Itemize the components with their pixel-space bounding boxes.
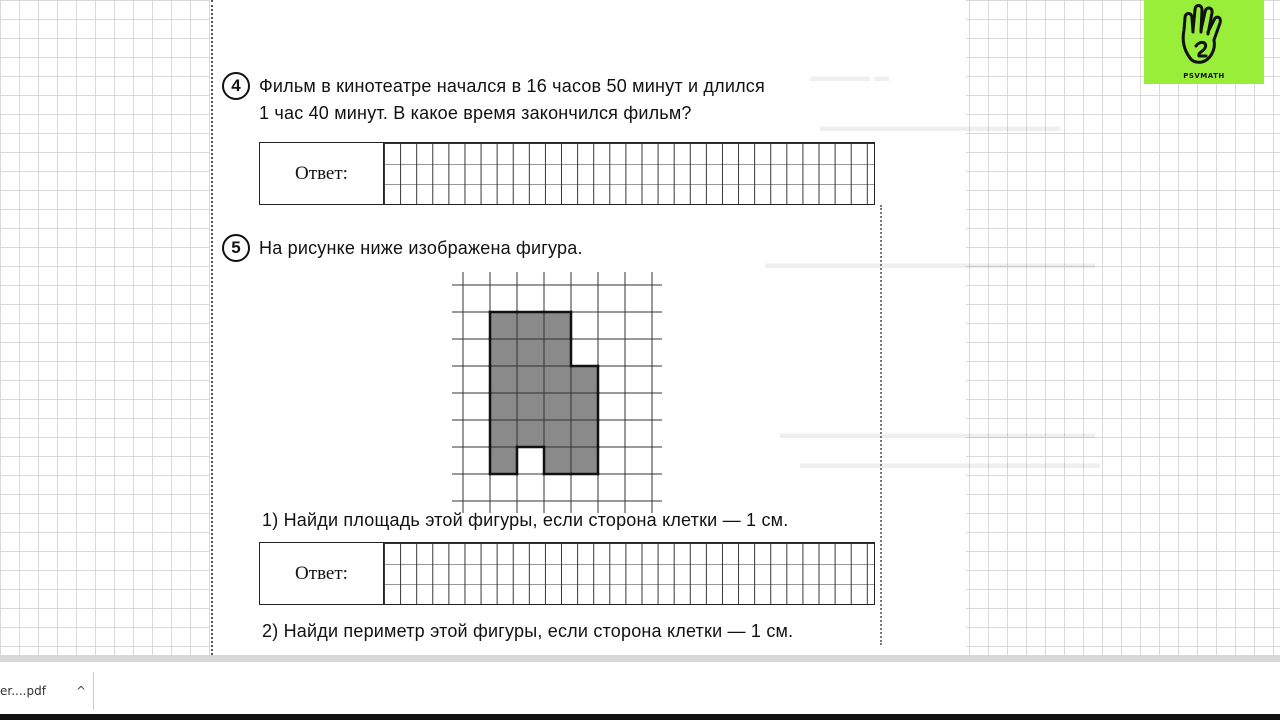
figure-shaded-cell — [490, 366, 517, 393]
task5-question1: 1) Найди площадь этой фигуры, если сторона клетки — 1 см. — [262, 510, 789, 530]
figure-shaded-cell — [544, 339, 571, 366]
figure-shaded-cell — [517, 420, 544, 447]
logo-text: PSVMATH — [1183, 72, 1225, 80]
figure-shaded-cell — [517, 393, 544, 420]
figure-shaded-cell — [571, 393, 598, 420]
left-dotted-margin — [211, 0, 213, 655]
figure-shaded-cell — [571, 447, 598, 474]
figure-shaded-cell — [517, 312, 544, 339]
figure-shaded-cell — [517, 339, 544, 366]
figure-shaded-cell — [571, 420, 598, 447]
right-dotted-margin — [880, 205, 882, 645]
bleed-through-text: ▬▬▬▬▬▬▬▬▬▬▬▬▬▬▬▬▬▬▬▬ — [800, 455, 1100, 472]
task4-text-line1: Фильм в кинотеатре начался в 16 часов 50 минут и длился — [259, 76, 765, 96]
bottom-black-strip — [0, 714, 1280, 720]
download-item[interactable] — [0, 676, 86, 706]
task4-answer-cells[interactable] — [384, 143, 874, 204]
psvmath-logo — [1144, 0, 1264, 84]
figure-shaded-cell — [544, 447, 571, 474]
figure-shaded-cell — [490, 339, 517, 366]
figure-shaded-cell — [544, 366, 571, 393]
viewer-bottom-edge — [0, 655, 1280, 662]
task4-number: 4 — [222, 72, 250, 100]
figure-shaded-cell — [490, 447, 517, 474]
task5-answer-label: Ответ: — [260, 543, 384, 604]
figure-shaded-cell — [490, 420, 517, 447]
figure-shaded-cell — [490, 312, 517, 339]
chevron-up-icon[interactable]: ^ — [75, 684, 86, 698]
figure-shaded-cell — [544, 393, 571, 420]
task5-question2: 2) Найди периметр этой фигуры, если сторона клетки — 1 см. — [262, 621, 794, 641]
bleed-through-text: ▬▬▬▬▬▬▬▬▬▬▬▬▬▬▬▬▬▬▬▬▬ — [780, 425, 1095, 442]
figure-shaded-cell — [571, 366, 598, 393]
task4-answer-box[interactable] — [259, 142, 875, 205]
task5-number: 5 — [222, 234, 250, 262]
download-file-name[interactable]: er....pdf — [0, 684, 46, 698]
task4-text-line2: 1 час 40 минут. В какое время закончился фильм? — [259, 103, 692, 123]
download-divider — [93, 672, 94, 710]
figure-grid — [452, 272, 642, 490]
figure-shaded-cell — [490, 393, 517, 420]
figure-shaded-cell — [544, 312, 571, 339]
hand-five-icon — [1144, 0, 1264, 70]
download-bar — [0, 662, 1280, 714]
task5-answer-cells[interactable] — [384, 543, 874, 604]
task5-answer-box[interactable] — [259, 542, 875, 605]
bleed-through-text: ▬▬▬▬ ▬ — [810, 68, 890, 85]
task4-answer-label: Ответ: — [260, 143, 384, 204]
figure-shaded-cell — [517, 366, 544, 393]
figure-shaded-cell — [544, 420, 571, 447]
task5-intro: На рисунке ниже изображена фигура. — [259, 238, 583, 258]
bleed-through-text: ▬▬▬▬▬▬▬▬▬▬▬▬▬▬▬▬ — [820, 118, 1060, 135]
bleed-through-text: ▬▬▬▬▬▬▬▬▬▬▬▬▬▬▬▬▬▬▬▬▬▬ — [765, 255, 1095, 272]
